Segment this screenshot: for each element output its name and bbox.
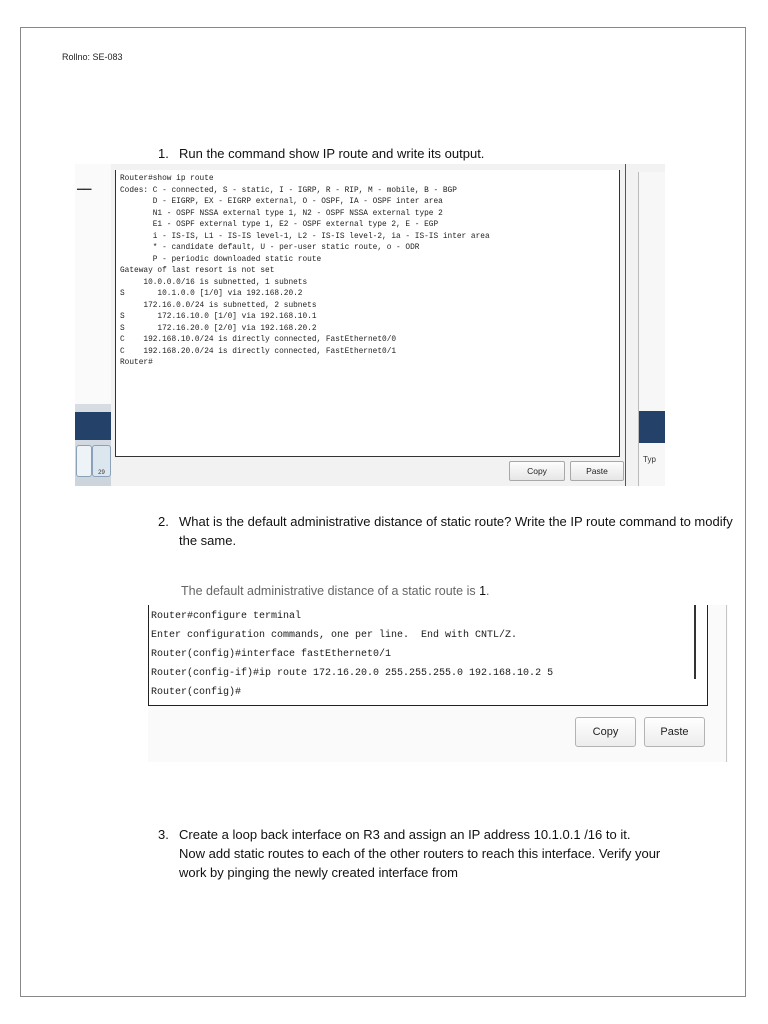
question-2-number: 2. — [158, 514, 169, 529]
dash-marks: ‒‒ — [77, 180, 91, 196]
screenshot-configure-route — [148, 605, 728, 762]
terminal-line: S 10.1.0.0 [1/0] via 192.168.20.2 — [120, 290, 303, 298]
terminal-line: S 172.16.20.0 [2/0] via 192.168.20.2 — [120, 324, 317, 333]
question-3-line-3: work by pinging the newly created interface from — [179, 865, 458, 880]
panel-divider — [625, 164, 626, 486]
terminal-line: * - candidate default, U - per-user static route, o - ODR — [120, 244, 420, 252]
terminal-line: i - IS-IS, L1 - IS-IS level-1, L2 - IS-IS level-2, ia - IS-IS inter area — [120, 232, 490, 241]
question-2-text: What is the default administrative distance of static route? Write the IP route command to modify the same. — [179, 514, 733, 548]
answer-2-value: 1 — [479, 584, 487, 598]
cli-terminal-config[interactable] — [148, 605, 708, 706]
left-panel-bar — [75, 412, 111, 440]
screenshot-show-ip-route — [75, 164, 665, 486]
question-1-text: Run the command show IP route and write its output. — [179, 146, 485, 161]
copy-button[interactable]: Copy — [509, 461, 565, 481]
terminal-line: Router# — [120, 359, 153, 367]
terminal-line: Router(config-if)#ip route 172.16.20.0 255.255.255.0 192.168.10.2 5 — [151, 668, 554, 679]
right-panel-bar — [639, 411, 665, 443]
device-icon[interactable] — [76, 445, 92, 477]
terminal-line: Enter configuration commands, one per line. End with CNTL/Z. — [151, 630, 518, 641]
terminal-line: Router#configure terminal — [151, 611, 302, 622]
answer-2-prefix: The default administrative distance of a static route is — [181, 584, 480, 598]
terminal-line: P - periodic downloaded static route — [120, 255, 322, 264]
terminal-line: C 192.168.10.0/24 is directly connected, FastEthernet0/0 — [120, 336, 397, 344]
terminal-line: N1 - OSPF NSSA external type 1, N2 - OSPF NSSA external type 2 — [120, 209, 443, 218]
cli-terminal[interactable] — [115, 170, 620, 457]
paste-button[interactable]: Paste — [644, 717, 705, 747]
panel-divider — [726, 605, 727, 762]
terminal-line: Gateway of last resort is not set — [120, 267, 275, 275]
terminal-line: Router#show ip route — [120, 175, 214, 183]
copy-button[interactable]: Copy — [575, 717, 636, 747]
terminal-scrollbar[interactable] — [694, 605, 696, 679]
question-3-line-2: Now add static routes to each of the other routers to reach this interface. Verify your — [179, 846, 661, 861]
terminal-line: D - EIGRP, EX - EIGRP external, O - OSPF, IA - OSPF inter area — [120, 198, 443, 206]
terminal-line: C 192.168.20.0/24 is directly connected, FastEthernet0/1 — [120, 347, 397, 356]
terminal-line: Codes: C - connected, S - static, I - IGRP, R - RIP, M - mobile, B - BGP — [120, 186, 457, 195]
terminal-line: Router(config)#interface fastEthernet0/1 — [151, 649, 392, 660]
question-3 — [158, 825, 738, 882]
terminal-line: 172.16.0.0/24 is subnetted, 2 subnets — [120, 301, 317, 310]
answer-2-suffix: . — [486, 584, 490, 598]
left-badge: 29 — [98, 470, 105, 476]
question-1-number: 1. — [158, 146, 169, 161]
question-2 — [158, 512, 738, 550]
question-3-number: 3. — [158, 827, 169, 842]
question-3-line-1: Create a loop back interface on R3 and assign an IP address 10.1.0.1 /16 to it. — [179, 827, 631, 842]
terminal-line: Router(config)# — [151, 687, 242, 698]
paste-button[interactable]: Paste — [570, 461, 624, 481]
right-panel — [638, 172, 665, 486]
device-icon-2[interactable] — [92, 445, 111, 477]
question-1 — [158, 144, 678, 163]
terminal-line: S 172.16.10.0 [1/0] via 192.168.10.1 — [120, 313, 317, 321]
left-workspace-panel — [75, 164, 111, 486]
answer-2 — [181, 584, 490, 598]
roll-number: Rollno: SE-083 — [62, 52, 123, 62]
terminal-line: 10.0.0.0/16 is subnetted, 1 subnets — [120, 278, 308, 287]
right-panel-label: Typ — [643, 455, 656, 464]
terminal-line: E1 - OSPF external type 1, E2 - OSPF external type 2, E - EGP — [120, 221, 439, 229]
